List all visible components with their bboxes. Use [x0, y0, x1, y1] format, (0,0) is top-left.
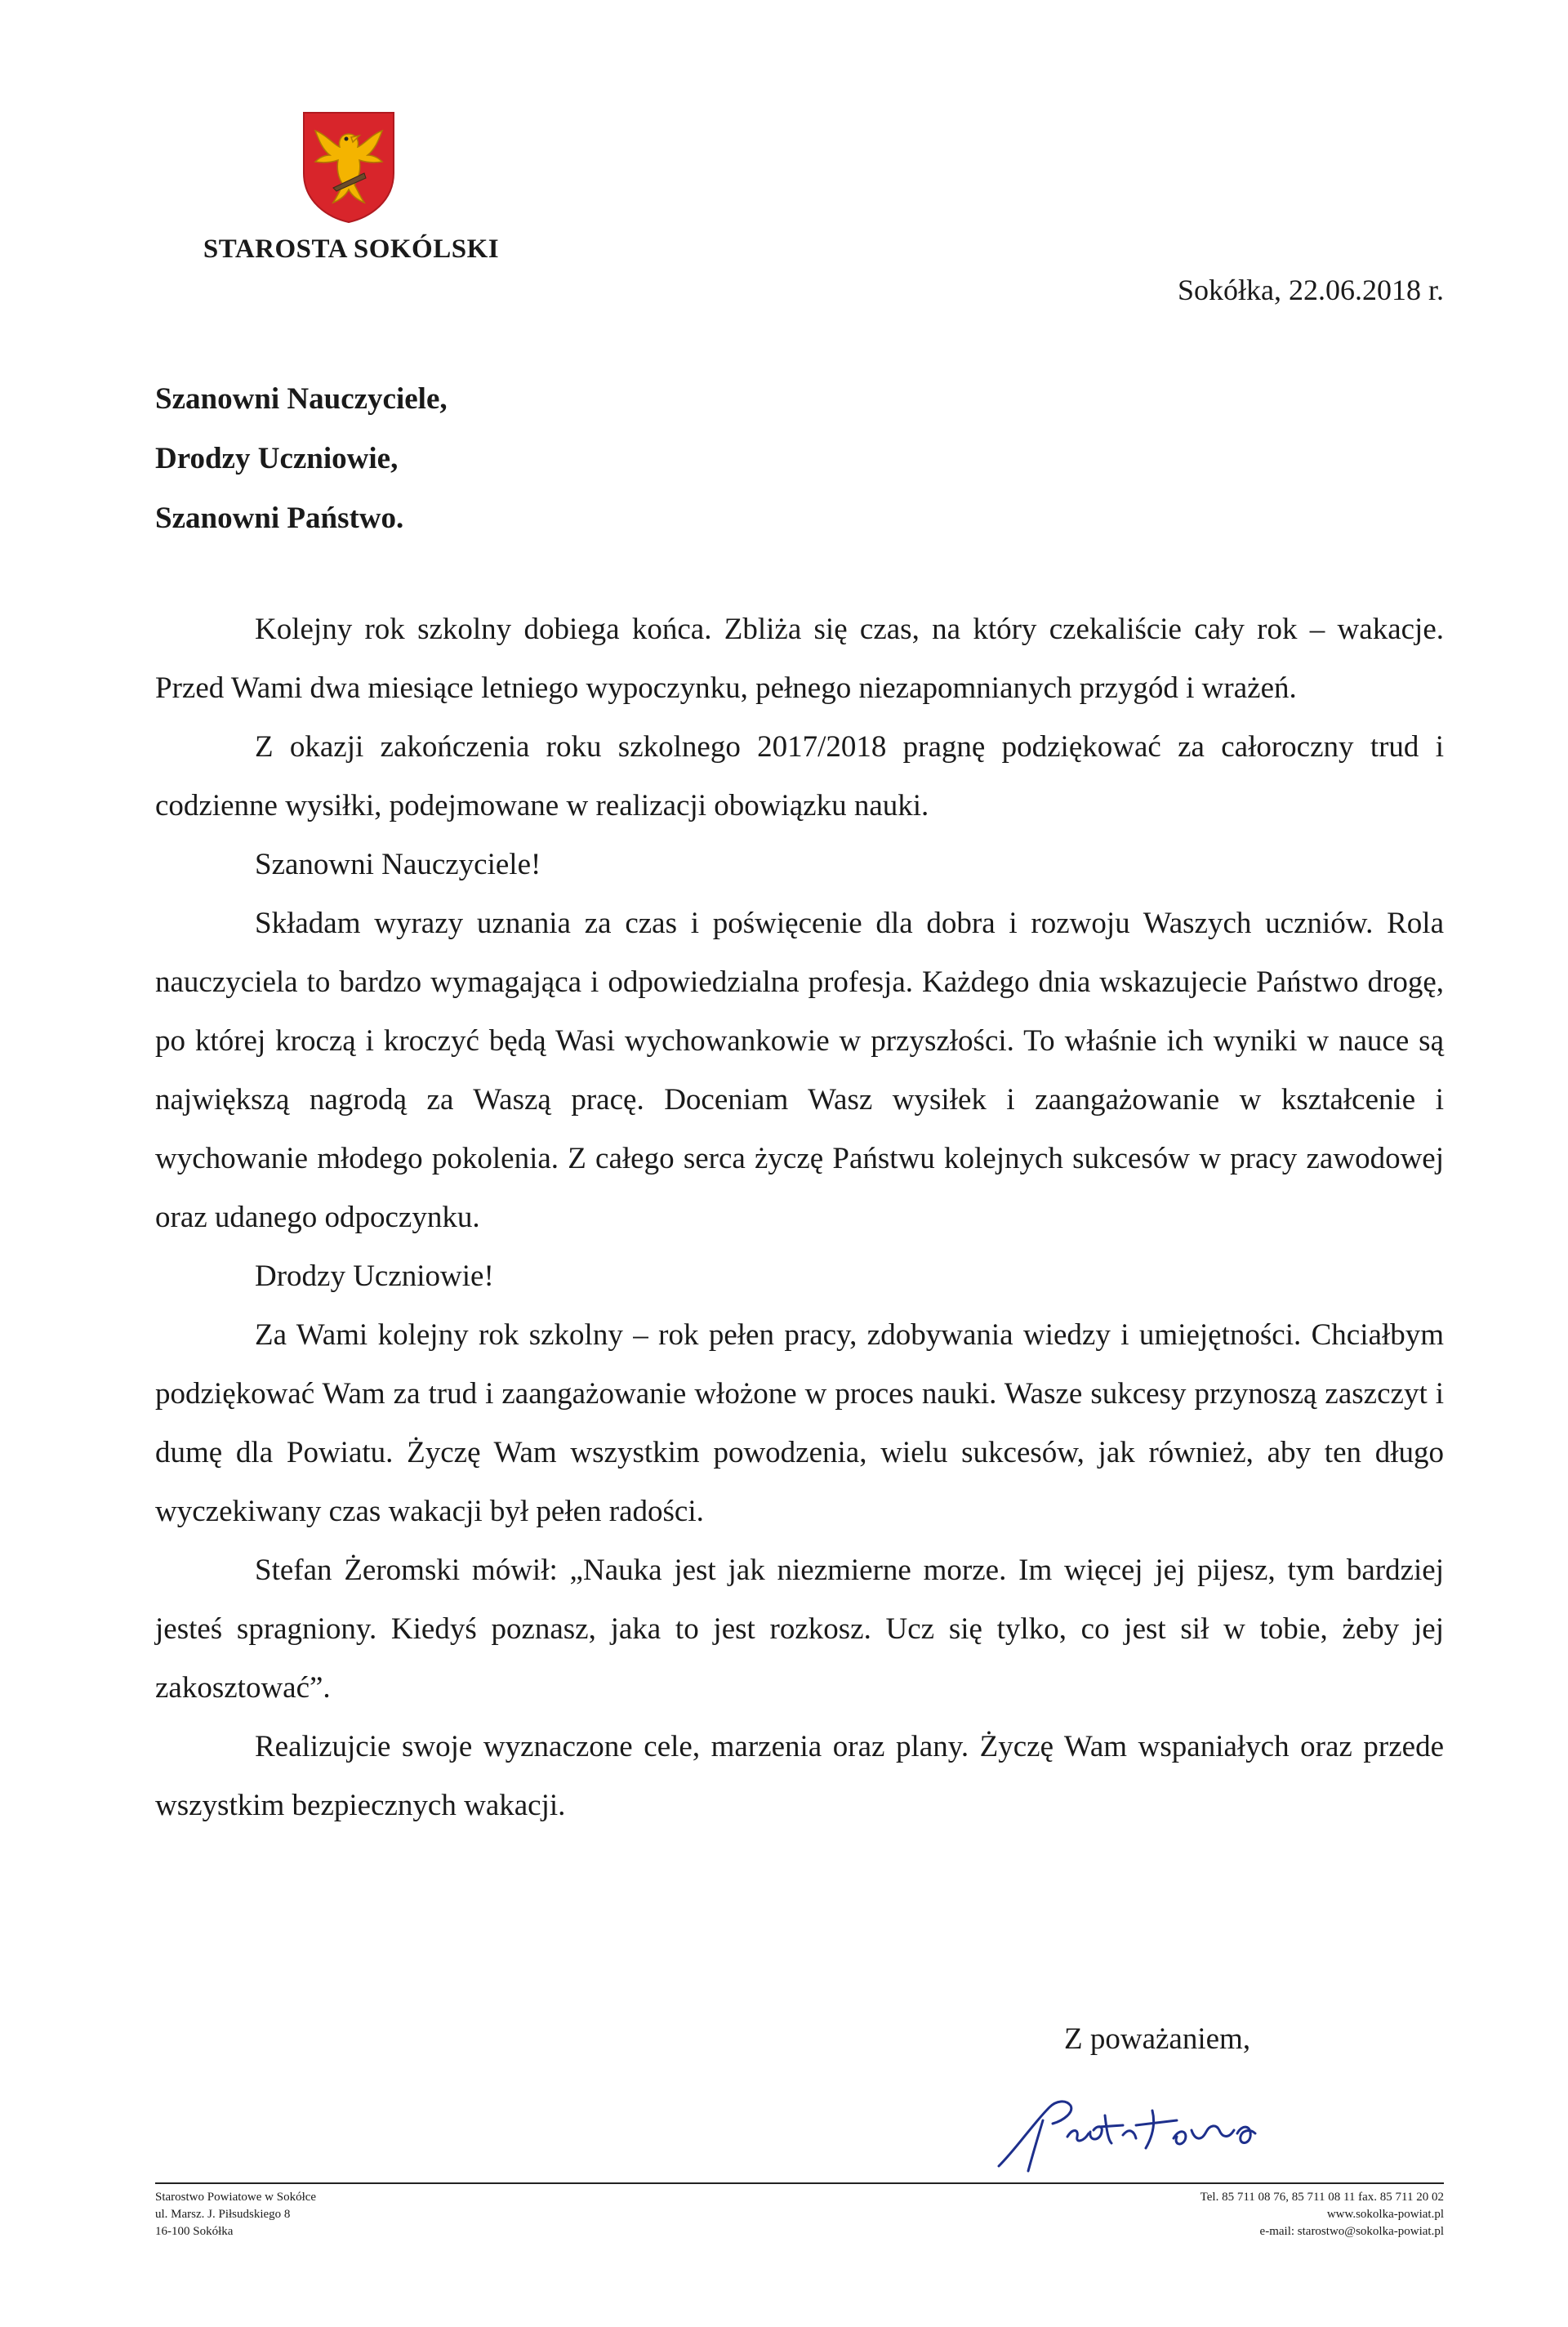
- eagle-coat-of-arms-icon: [301, 109, 397, 224]
- footer-postal-city: 16-100 Sokółka: [155, 2225, 234, 2238]
- footer-divider: [155, 2182, 1444, 2184]
- handwritten-signature-icon: [992, 2091, 1303, 2181]
- letter-date: Sokółka, 22.06.2018 r.: [1177, 274, 1444, 306]
- paragraph-students-heading: Drodzy Uczniowie!: [255, 1259, 494, 1293]
- footer-address: [155, 2189, 316, 2240]
- footer-email[interactable]: e-mail: starostwo@sokolka-powiat.pl: [1259, 2225, 1444, 2238]
- paragraph-teachers-heading: Szanowni Nauczyciele!: [255, 848, 541, 881]
- paragraph-intro: Kolejny rok szkolny dobiega końca. Zbliża się czas, na który czekaliście cały rok – wakacje. Przed Wami dwa miesiące letniego wypoczynku, pełnego niezapomnianych przygód i wrażeń.: [155, 613, 1444, 705]
- footer-contact: [1200, 2189, 1444, 2240]
- letter-body: [155, 600, 1444, 1835]
- paragraph-students: Za Wami kolejny rok szkolny – rok pełen pracy, zdobywania wiedzy i umiejętności. Chciałbym podziękować Wam za trud i zaangażowanie włożone w proces nauki. Wasze sukcesy przynoszą zaszczyt i dumę dla Powiatu. Życzę Wam wszystkim powodzenia, wielu sukcesów, jak również, aby ten długo wyczekiwany czas wakacji był pełen radości.: [155, 1318, 1444, 1528]
- closing: Z poważaniem,: [1064, 2022, 1251, 2056]
- paragraph-quote: Stefan Żeromski mówił: „Nauka jest jak niezmierne morze. Im więcej jej pijesz, tym bardziej jesteś spragniony. Kiedyś poznasz, jaka to jest rozkosz. Ucz się tylko, co jest sił w tobie, żeby jej zakosztować”.: [155, 1554, 1444, 1705]
- paragraph-thanks: Z okazji zakończenia roku szkolnego 2017/2018 pragnę podziękować za całoroczny trud i codzienne wysiłki, podejmowane w realizacji obowiązku nauki.: [155, 730, 1444, 822]
- footer-website[interactable]: www.sokolka-powiat.pl: [1326, 2208, 1444, 2221]
- salutations: [155, 369, 448, 548]
- footer-office-name: Starostwo Powiatowe w Sokółce: [155, 2191, 317, 2204]
- footer-phone: Tel. 85 711 08 76, 85 711 08 11 fax. 85 711 20 02: [1200, 2191, 1444, 2204]
- paragraph-teachers: Składam wyrazy uznania za czas i poświęcenie dla dobra i rozwoju Waszych uczniów. Rola nauczyciela to bardzo wymagająca i odpowiedzialna profesja. Każdego dnia wskazujecie Państwo drogę, po której kroczą i kroczyć będą Wasi wychowankowie w przyszłości. To właśnie ich wyniki w nauce są największą nagrodą za Waszą pracę. Doceniam Wasz wysiłek i zaangażowanie w kształcenie i wychowanie młodego pokolenia. Z całego serca życzę Państwu kolejnych sukcesów w pracy zawodowej oraz udanego odpoczynku.: [155, 907, 1444, 1234]
- salutation-all: Szanowni Państwo.: [155, 502, 404, 535]
- salutation-students: Drodzy Uczniowie,: [155, 442, 399, 475]
- issuer-title: STAROSTA SOKÓLSKI: [203, 234, 500, 264]
- paragraph-wishes: Realizujcie swoje wyznaczone cele, marzenia oraz plany. Życzę Wam wspaniałych oraz przede wszystkim bezpiecznych wakacji.: [155, 1730, 1444, 1822]
- footer-street: ul. Marsz. J. Piłsudskiego 8: [155, 2208, 291, 2221]
- salutation-teachers: Szanowni Nauczyciele,: [155, 382, 448, 416]
